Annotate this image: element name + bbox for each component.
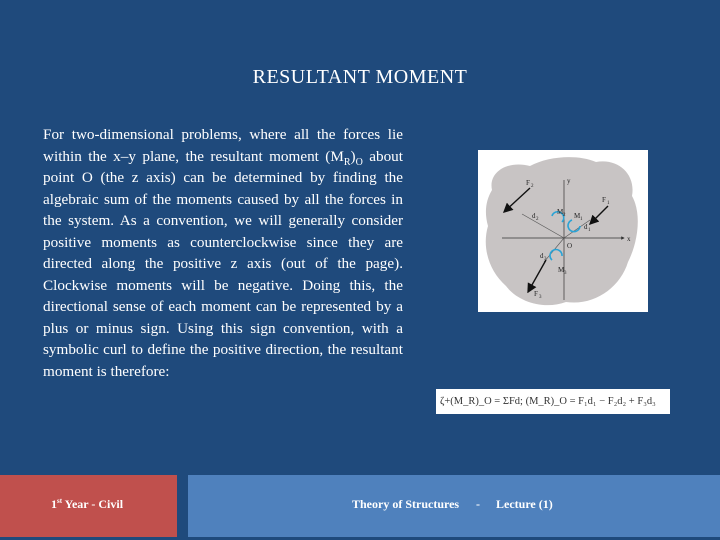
footer: [0, 467, 720, 540]
m1-label: M: [574, 212, 581, 220]
moment-diagram: [478, 150, 648, 312]
footer-year-text: Year - Civil: [62, 497, 124, 511]
body-sub-r: R: [343, 156, 351, 168]
body-region: [486, 157, 638, 305]
m2-sub: 2: [563, 213, 566, 218]
f2-label: F: [526, 179, 530, 187]
m1-sub: 1: [580, 217, 583, 222]
m3-sub: 3: [564, 271, 567, 276]
body-paragraph: [43, 124, 403, 382]
footer-year-number: 1: [51, 497, 57, 511]
footer-separator: -: [476, 497, 480, 511]
d1-label: d: [584, 223, 588, 231]
footer-course-box: [188, 475, 720, 537]
footer-course: Theory of Structures: [352, 497, 460, 511]
footer-year: [51, 497, 123, 512]
body-text-2: ): [350, 147, 356, 165]
footer-year-box: [0, 475, 177, 537]
x-axis-label: x: [627, 235, 631, 243]
body-sub-o: O: [355, 156, 363, 168]
f3-label: F: [534, 290, 538, 298]
footer-lecture: Lecture (1): [496, 497, 553, 511]
f1-label: F: [602, 196, 606, 204]
origin-label: O: [567, 242, 573, 250]
footer-year-suffix: st: [57, 497, 63, 505]
f2-sub: 2: [531, 184, 534, 189]
f3-sub: 3: [539, 295, 542, 300]
d1-sub: 1: [588, 228, 591, 233]
f1-sub: 1: [607, 201, 610, 206]
body-text-3: about point O (the z axis) can be determined by finding the algebraic sum of the moments caused by all the forces in the system. As a convention, we will generally consider positive moments as counterclockwise since they are directed along the positive z axis (out of the page). Clockwise moments will be negative. Doing this, the directional sense of each moment can be represented by a plus or minus sign. Using this sign convention, with a symbolic curl to define the positive direction, the resultant moment is therefore:: [43, 147, 403, 380]
d3-sub: 3: [544, 257, 547, 262]
m2-label: M: [557, 208, 564, 216]
d2-sub: 2: [536, 217, 539, 222]
y-axis-label: y: [567, 177, 571, 185]
d2-label: d: [532, 212, 536, 220]
slide-title: RESULTANT MOMENT: [252, 66, 468, 88]
m3-label: M: [558, 266, 565, 274]
d3-label: d: [540, 252, 544, 260]
moment-diagram-svg: [478, 150, 648, 312]
body-text-1: For two-dimensional problems, where all the forces lie within the x–y plane, the resultant moment (M: [43, 126, 403, 165]
resultant-moment-equation: ζ+(M_R)_O = ΣFd; (M_R)_O = F₁d₁ − F₂d₂ + F₃d₃: [436, 389, 670, 414]
